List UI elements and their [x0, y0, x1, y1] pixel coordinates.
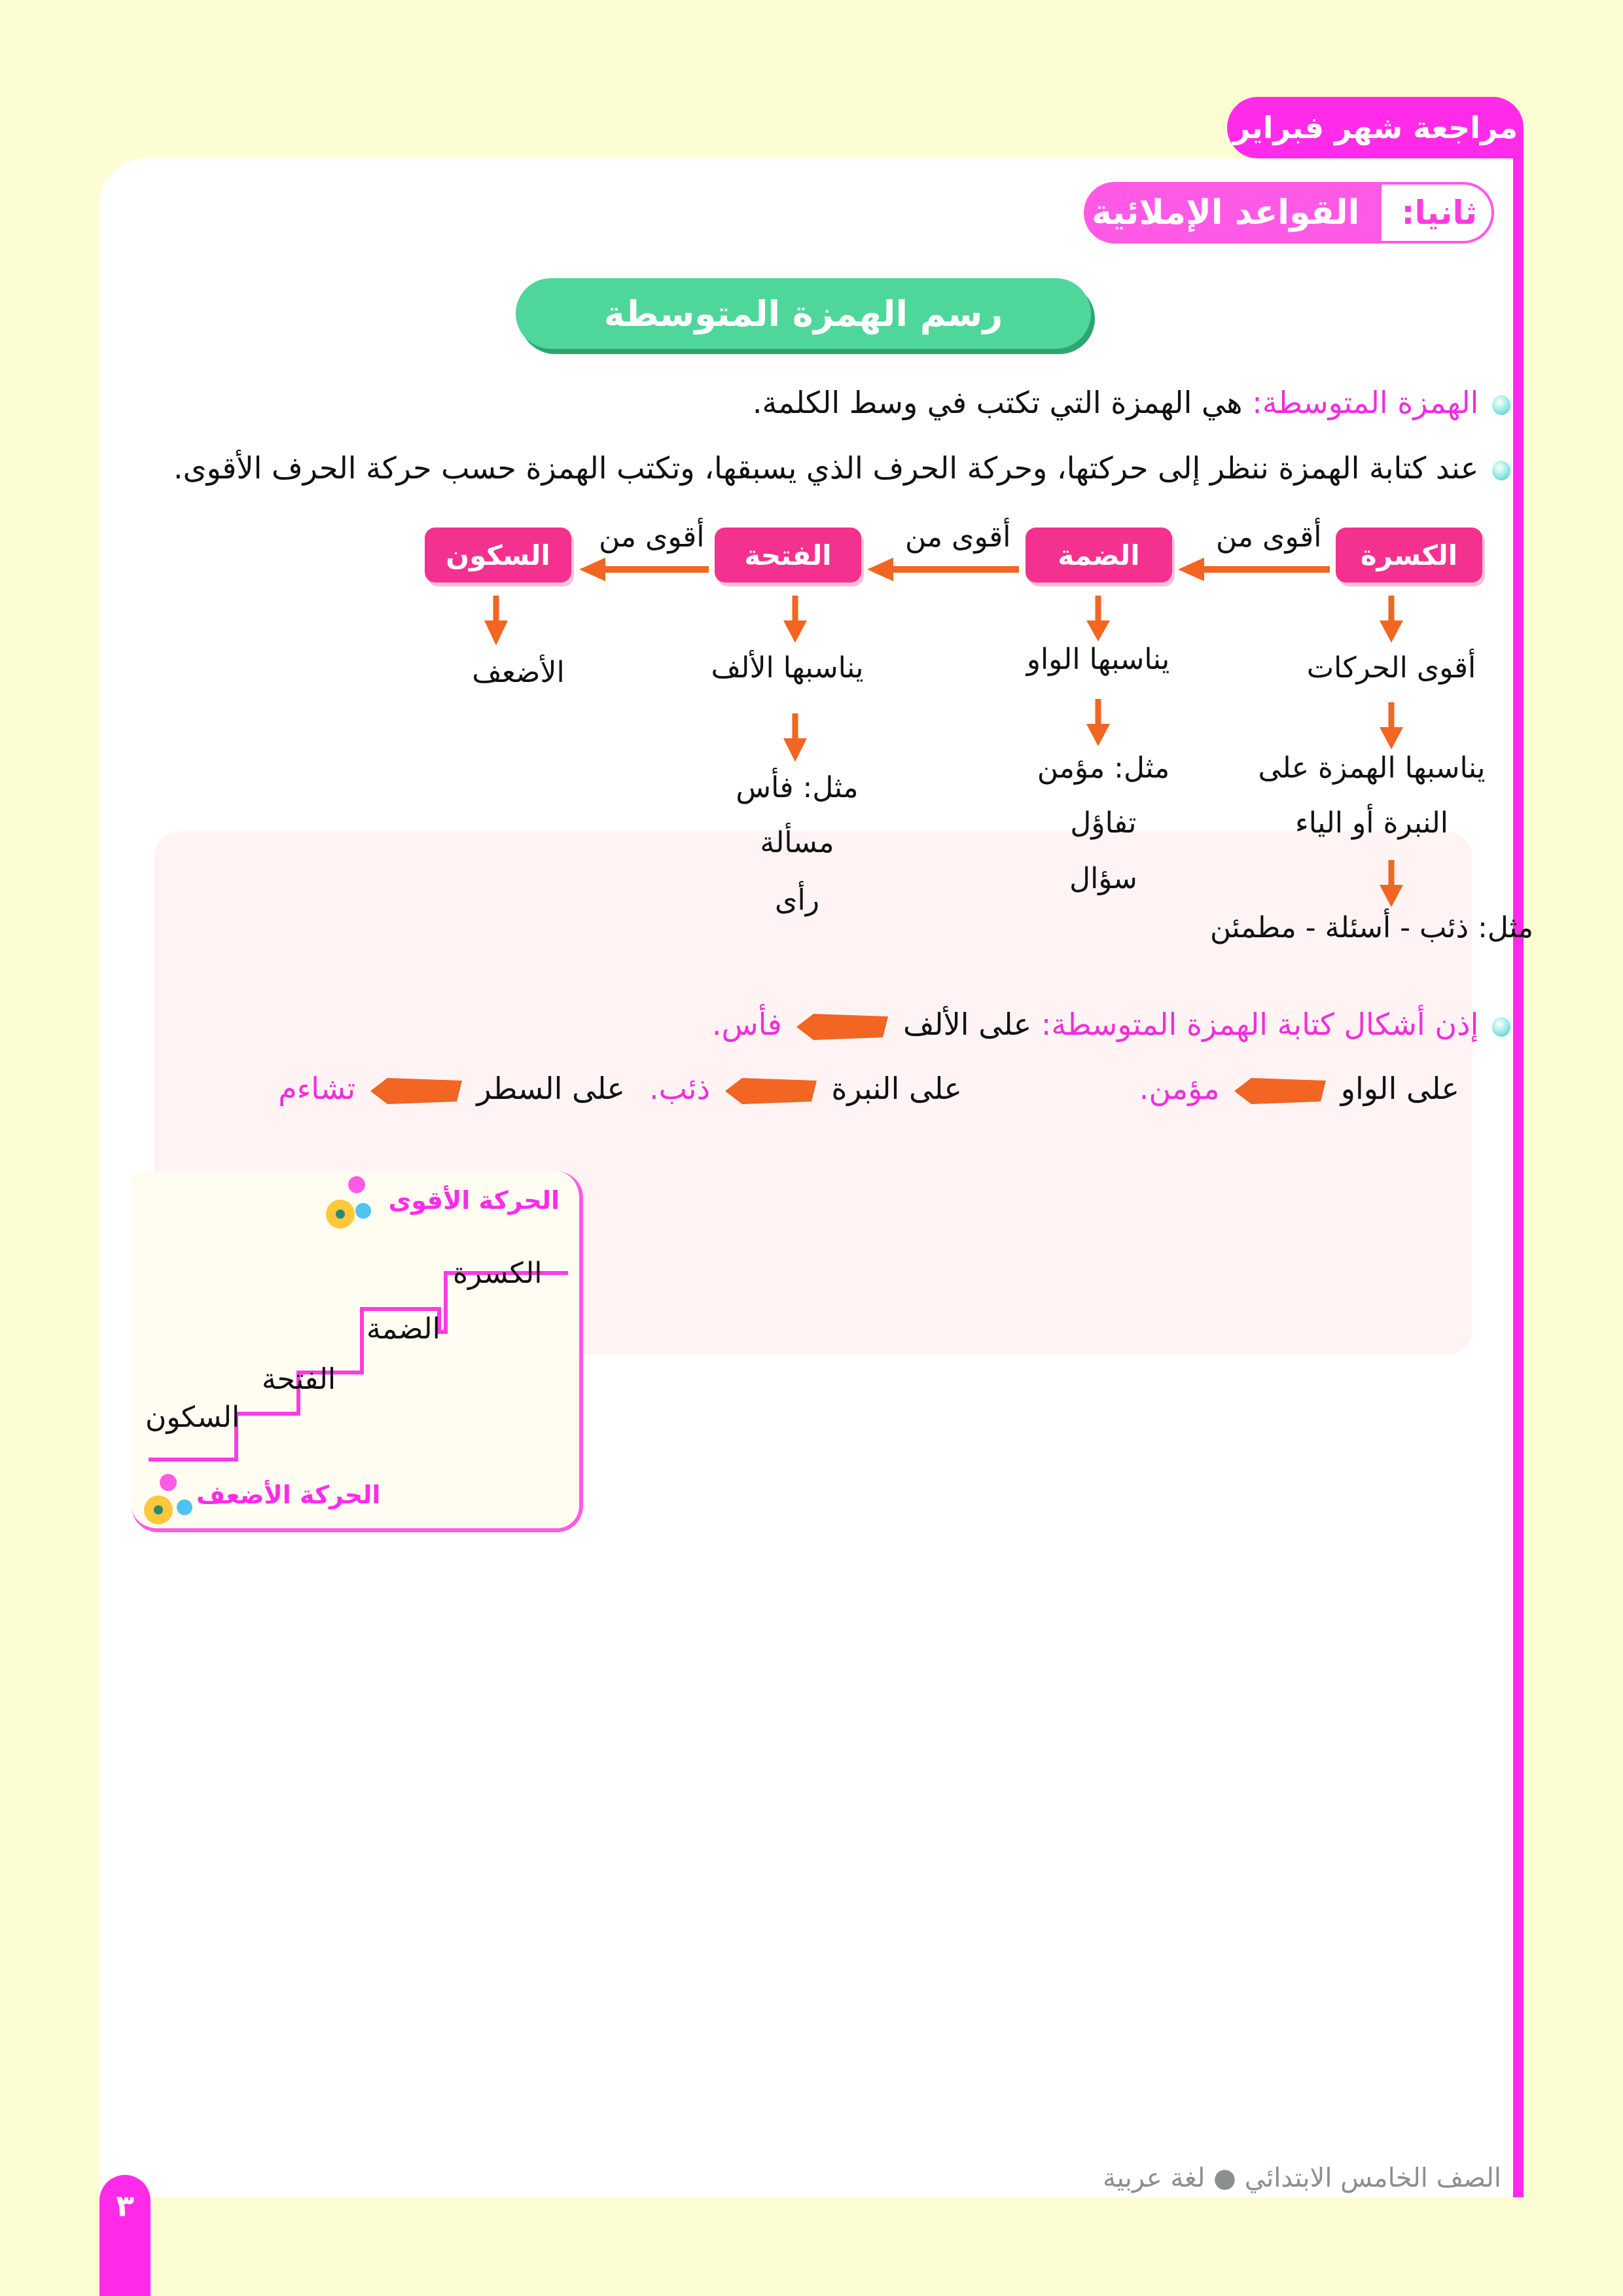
stairs-graphic [132, 1172, 583, 1532]
form-example: تشاءم [278, 1071, 356, 1106]
damma-line: سؤال [1069, 862, 1137, 895]
chip-sukun: السكون [425, 528, 571, 583]
form-example: مؤمن. [1139, 1071, 1220, 1106]
down-arrow-icon [782, 713, 808, 762]
section-title: القواعد الإملائية [1092, 193, 1360, 232]
rule-line [173, 450, 1510, 486]
pen-arrow-icon [725, 1077, 817, 1105]
form-label: على النبرة [831, 1071, 962, 1106]
rule-text: عند كتابة الهمزة ننظر إلى حركتها، وحركة الحرف الذي يسبقها، وتكتب الهمزة حسب حركة الحرف الأقوى. [173, 450, 1479, 486]
left-arrow-icon [579, 556, 710, 583]
form-label: على السطر [476, 1071, 625, 1106]
definition-term: الهمزة المتوسطة: [1252, 385, 1479, 420]
kasra-line: أقوى الحركات [1306, 651, 1476, 685]
chip-damma: الضمة [1026, 528, 1172, 583]
damma-line: يناسبها الواو [1026, 643, 1170, 676]
kasra-line: النبرة أو الياء [1295, 806, 1448, 840]
lesson-title: رسم الهمزة المتوسطة [516, 278, 1091, 349]
bullet-icon [1492, 395, 1510, 415]
bullet-icon [1492, 461, 1510, 480]
sukun-line: الأضعف [472, 656, 565, 689]
strongest-label: الحركة الأقوى [388, 1186, 560, 1215]
step-damma: الضمة [366, 1312, 440, 1346]
fatha-line: مثل: فأس [736, 771, 859, 804]
left-arrow-icon [867, 556, 1021, 583]
down-arrow-icon [1378, 596, 1404, 643]
definition-text: هي الهمزة التي تكتب في وسط الكلمة. [752, 385, 1243, 420]
form-example: فأس. [711, 1007, 782, 1042]
pen-arrow-icon [370, 1077, 462, 1105]
down-arrow-icon [1085, 596, 1111, 641]
form-label: على الألف [902, 1007, 1032, 1042]
footer-text: الصف الخامس الابتدائي ● لغة عربية [1103, 2163, 1501, 2193]
fatha-line: يناسبها الألف [711, 651, 864, 685]
stronger-than-label: أقوى من [1216, 520, 1322, 554]
down-arrow-icon [782, 596, 808, 643]
bullet-icon [1492, 1017, 1510, 1037]
chip-kasra: الكسرة [1336, 528, 1482, 583]
pen-arrow-icon [796, 1013, 888, 1041]
stronger-than-label: أقوى من [905, 520, 1011, 554]
form-item-line [278, 1071, 625, 1106]
damma-line: مثل: مؤمن [1037, 751, 1170, 785]
section-number: ثانيا: [1379, 182, 1494, 243]
left-arrow-icon [1178, 556, 1332, 583]
form-example: ذئب. [649, 1071, 711, 1106]
fatha-line: رأى [775, 884, 819, 917]
step-kasra: الكسرة [453, 1257, 543, 1290]
pen-arrow-icon [1234, 1077, 1326, 1105]
step-sukun: السكون [145, 1401, 240, 1434]
chip-fatha: الفتحة [715, 528, 861, 583]
forms-intro: إذن أشكال كتابة الهمزة المتوسطة: [1041, 1007, 1479, 1042]
forms-line-1 [712, 1007, 1510, 1042]
form-item-waw [1139, 1071, 1459, 1106]
weakest-label: الحركة الأضعف [196, 1480, 381, 1509]
down-arrow-icon [1085, 699, 1111, 746]
definition-line [753, 385, 1510, 420]
down-arrow-icon [1378, 702, 1404, 749]
damma-line: تفاؤل [1070, 806, 1137, 840]
step-fatha: الفتحة [262, 1363, 336, 1396]
down-arrow-icon [483, 596, 509, 645]
section-header [1084, 182, 1494, 243]
kasra-example: مثل: ذئب - أسئلة - مطمئن [1209, 911, 1534, 944]
page-edge-stripe [1513, 131, 1524, 2197]
fatha-line: مسألة [760, 826, 834, 859]
page-number: ٣ [99, 2175, 151, 2296]
kasra-line: يناسبها الهمزة على [1258, 751, 1486, 785]
stronger-than-label: أقوى من [599, 520, 705, 554]
form-item-nabra [649, 1071, 962, 1106]
down-arrow-icon [1378, 860, 1404, 907]
month-review-tab: مراجعة شهر فبراير [1227, 97, 1524, 158]
form-label: على الواو [1340, 1071, 1459, 1106]
